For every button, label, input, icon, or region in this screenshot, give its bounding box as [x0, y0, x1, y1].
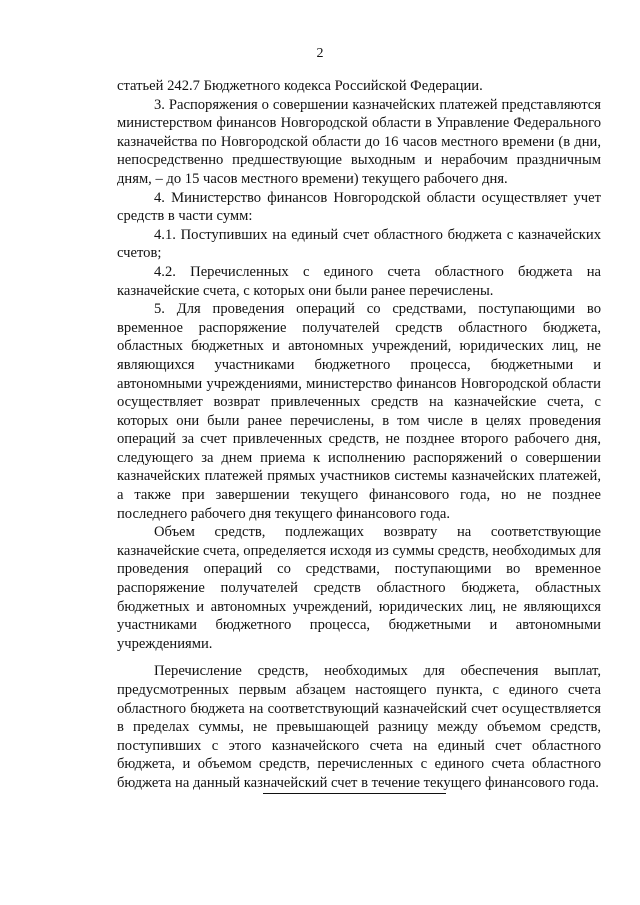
paragraph-clause-4-2: 4.2. Перечисленных с единого счета областного бюджета на казначейские счета, с которых они были ранее перечислены.: [117, 263, 601, 299]
paragraph-clause-4: 4. Министерство финансов Новгородской области осуществляет учет средств в части сумм:: [117, 189, 601, 225]
paragraph-continuation: статьей 242.7 Бюджетного кодекса Российской Федерации.: [117, 78, 483, 94]
paragraph-clause-4-1: 4.1. Поступивших на единый счет областного бюджета с казначейских счетов;: [117, 226, 601, 262]
end-of-text-rule: [263, 793, 446, 794]
paragraph-transfer: Перечисление средств, необходимых для обеспечения выплат, предусмотренных первым абзацем настоящего пункта, с единого счета областного бюджета на соответствующий казначейский счет осуществляется в пределах суммы, не превышающей разницу между объемом средств, поступивших с этого казначейского счета на единый счет областного бюджета, и объемом средств, перечисленных с единого счета областного бюджета на данный казначейский счет в течение текущего финансового года.: [117, 663, 601, 791]
paragraph-refund-volume: Объем средств, подлежащих возврату на соответствующие казначейские счета, определяется исходя из суммы средств, необходимых для проведения операций со средствами, поступающими во временное распоряжение получателей средств областного бюджета, областных бюджетных и автономных учреждений, юридических лиц, не являющихся участниками бюджетного процесса, бюджетными и автономными учреждениями.: [117, 524, 602, 652]
page-number: 2: [316, 46, 324, 61]
paragraph-clause-5: 5. Для проведения операций со средствами, поступающими во временное распоряжение получателей средств областного бюджета, областных бюджетных и автономных учреждений, юридических лиц, не являющихся участниками бюджетного процесса, бюджетными и автономными учреждениями, министерство финансов Новгородской области осуществляет возврат привлеченных средств на казначейские счета, с которых они были ранее перечислены, в том числе в целях проведения операций за счет привлеченных средств, не позднее второго рабочего дня, следующего за днем приема к исполнению распоряжений о совершении казначейских платежей прямых участников системы казначейских платежей, а также при завершении текущего финансового года, но не позднее последнего рабочего дня текущего финансового года.: [117, 301, 601, 522]
document-body: [117, 77, 601, 793]
paragraph-clause-3: 3. Распоряжения о совершении казначейских платежей представляются министерством финансов Новгородской области в Управление Федерального казначейства по Новгородской области до 16 часов местного времени (в дни, непосредственно предшествующие выходным и нерабочим праздничным дням, – до 15 часов местного времени) текущего рабочего дня.: [117, 96, 601, 187]
